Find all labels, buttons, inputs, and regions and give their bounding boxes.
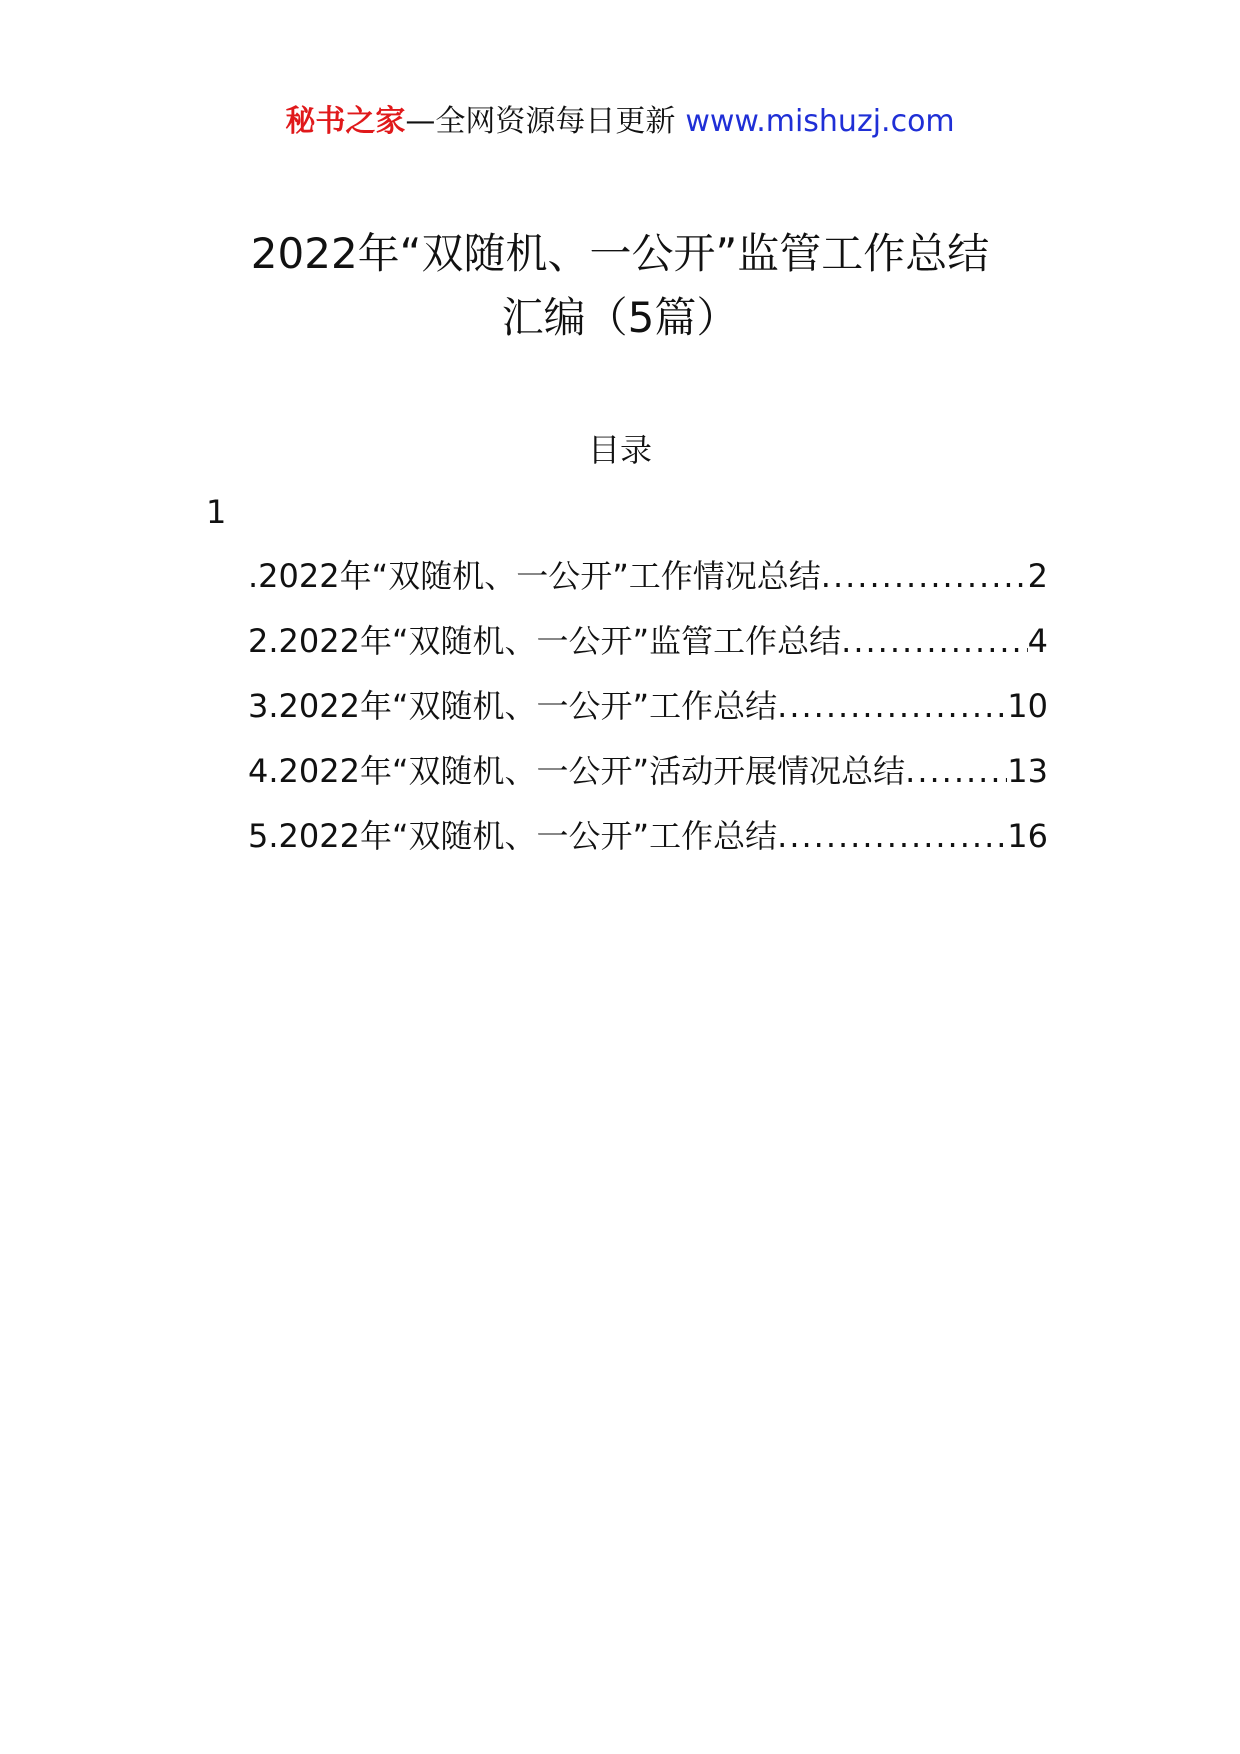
toc-entry-label: .2022年“双随机、一公开”工作情况总结 <box>248 557 821 595</box>
toc-heading: 目录 <box>587 431 652 469</box>
toc-entry-1[interactable] <box>248 554 1048 619</box>
site-url-link[interactable]: www.mishuzj.com <box>685 104 955 139</box>
toc-entry-label: 5.2022年“双随机、一公开”工作总结 <box>248 817 778 855</box>
toc-entry-3[interactable] <box>248 684 1048 749</box>
toc-dot-leader <box>777 814 1007 858</box>
title-line-2: 汇编（5篇） <box>501 293 739 342</box>
site-slogan: —全网资源每日更新 <box>405 104 676 139</box>
toc-dot-leader <box>777 684 1007 728</box>
toc-stray-number: 1 <box>206 493 227 531</box>
toc-entry-label: 3.2022年“双随机、一公开”工作总结 <box>248 687 778 725</box>
toc-entry-page: 16 <box>1007 817 1048 855</box>
document-title <box>140 222 1100 350</box>
toc-dot-leader <box>821 554 1028 598</box>
table-of-contents <box>248 554 1048 879</box>
toc-entry-2[interactable] <box>248 619 1048 684</box>
toc-entry-label: 4.2022年“双随机、一公开”活动开展情况总结 <box>248 752 906 790</box>
toc-dot-leader <box>841 619 1028 663</box>
toc-entry-page: 10 <box>1007 687 1048 725</box>
site-header <box>0 102 1240 142</box>
toc-entry-page: 13 <box>1007 752 1048 790</box>
toc-dot-leader <box>905 749 1007 793</box>
toc-entry-5[interactable] <box>248 814 1048 879</box>
toc-entry-page: 4 <box>1027 622 1048 660</box>
toc-entry-4[interactable] <box>248 749 1048 814</box>
toc-entry-label: 2.2022年“双随机、一公开”监管工作总结 <box>248 622 842 660</box>
title-line-1: 2022年“双随机、一公开”监管工作总结 <box>250 229 990 278</box>
toc-entry-page: 2 <box>1027 557 1048 595</box>
brand-name: 秘书之家 <box>285 104 406 139</box>
